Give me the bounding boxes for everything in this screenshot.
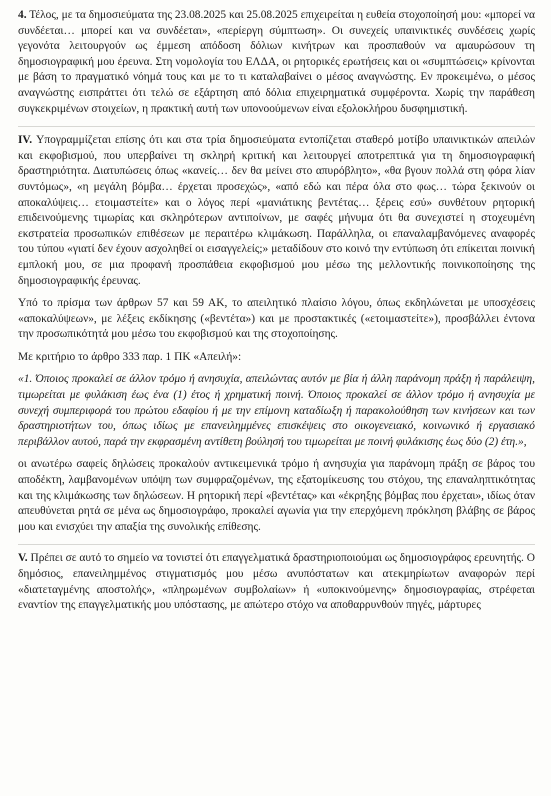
section-text: Υπογραμμίζεται επίσης ότι και στα τρία δημοσιεύματα εντοπίζεται σταθερό μοτίβο υπαινικτικών απειλών και εκφοβισμού, που υπερβαίνει τη σκληρή κριτική και λειτουργεί αποτρεπτικά για τη δημοσιογραφική δραστηριότητα. Διατυπώσεις όπως «κανείς… δεν θα μείνει στο απυρόβλητο», «θα βγουν πολλά στη φόρα λίαν συντόμως», «η μεγάλη βόμβα… έρχεται προσεχώς», «από εδώ και πέρα όλα στο φως… τώρα ξεκινούν οι αποκαλύψεις… ετοιμαστείτε» και ο λόγος περί «μανιάτικης βεντέτας… ξέρεις εσύ» συνθέτουν ρητορική επιδεινούμενης τιμωρίας και σκληρότερων αντιποίνων, με σαφές μήνυμα ότι θα συνεχιστεί η στοχευμένη εκστρατεία προσωπικών επιθέσεων με περαιτέρω κλιμάκωση. Παράλληλα, οι επαναλαμβανόμενες αναφορές του τύπου «γιατί δεν έχουν ασχοληθεί οι εισαγγελείς;» μεταδίδουν στο κοινό την εντύπωση ότι επίκειται ποινική εμπλοκή μου, σε μια προφανή προσπάθεια εκφοβισμού μου μέσω της μελλοντικής ποινικοποίησης της δημοσιογραφικής έρευνας. <box>18 134 535 287</box>
section-text: Πρέπει σε αυτό το σημείο να τονιστεί ότι επαγγελματικά δραστηριοποιούμαι ως δημοσιογράφος ερευνητής. Ο δημόσιος, επανειλημμένος στιγματισμός μου μέσω ανυπόστατων και ατεκμηρίωτων αναφορών περί «διατεταγμένης αποστολής», «πληρωμένων συμβολαίων» ή «υποκινούμενης» δημοσιογραφίας, στρέφεται εναντίον της επαγγελματικής μου υπόστασης, με απώτερο στόχο να αποθαρρυνθούν πηγές, μάρτυρες <box>18 552 535 612</box>
paragraph-criterion: Με κριτήριο το άρθρο 333 παρ. 1 ΠΚ «Απειλή»: <box>18 350 242 363</box>
section-IV <box>18 133 535 289</box>
section-V <box>18 551 535 613</box>
section-4 <box>18 8 535 117</box>
section-text: Τέλος, με τα δημοσιεύματα της 23.08.2025 και 25.08.2025 επιχειρείται η ευθεία στοχοποίησή μου: «μπορεί να συνδέεται… μπορεί και να συνδέεται», «περίεργη σύμπτωση». Οι συνεχείς υπαινικτικές συνδέσεις χωρίς γεγονότα λειτουργούν ως έμμεση απόδοση δόλιων κινήτρων και προσπαθούν να αμαυρώσουν τη δημοσιογραφική μου έρευνα. Στη νομολογία του ΕΛΔΑ, οι ρητορικές ερωτήσεις και οι «συμπτώσεις» κρίνονται με βάση το πραγματικό νόημά τους και με το τι καταλαβαίνει ο μέσος αναγνώστης. Εν προκειμένω, ο μέσος αναγνώστης εισπράττει ότι τελώ σε εξάρτηση από δόλια επιχειρηματικά συμφέροντα. Χωρίς την παράθεση συγκεκριμένων στοιχείων, η πρακτική αυτή των υπονοούμενων είναι εξολοκλήρου δυσφημιστική. <box>18 9 535 115</box>
paragraph-articles: Υπό το πρίσμα των άρθρων 57 και 59 ΑΚ, το απειλητικό πλαίσιο λόγου, όπως εκδηλώνεται με υποσχέσεις «αποκαλύψεων», με λέξεις εκδίκησης («βεντέτα») και με προστακτικές («ετοιμαστείτε»), προσβάλλει έντονα την προσωπικότητά μου μέσω του εκφοβισμού και της στοχοποίησης. <box>18 297 535 341</box>
divider <box>18 126 535 127</box>
paragraph-analysis: οι ανωτέρω σαφείς δηλώσεις προκαλούν αντικειμενικά τρόμο ή ανησυχία για παράνομη πράξη σε βάρος του αποδέκτη, λαμβανομένων υπόψη των συμφραζομένων, της εξατομίκευσης του στόχου, της επαναληπτικότητας και της κλιμάκωσης των δηλώσεων. Η ρητορική περί «βεντέτας» και «έκρηξης βόμβας που έρχεται», ιδίως όταν απευθύνεται ρητά σε μένα ως δημοσιογράφο, προκαλεί αγωνία για την επερχόμενη πρόκληση βλάβης σε βάρος μου και ενισχύει την απαξία της συνολικής επίθεσης. <box>18 458 535 533</box>
divider <box>18 544 535 545</box>
legal-quote: «1. Όποιος προκαλεί σε άλλον τρόμο ή ανησυχία, απειλώντας αυτόν με βία ή άλλη παράνομη πράξη ή παράλειψη, τιμωρείται με φυλάκιση έως ένα (1) έτος ή χρηματική ποινή. Όποιος προκαλεί σε άλλον τρόμο ή ανησυχία με συνεχή συμπεριφορά του πρώτου εδαφίου ή με την επίμονη καταδίωξη ή παρακολούθηση των κινήσεων και των δραστηριοτήτων του, όπως ιδίως με επανειλημμένες επισκέψεις στο οικογενειακό, κοινωνικό ή εργασιακό περιβάλλον αυτού, παρά την εκφρασμένη αντίθετη βούλησή του τιμωρείται με ποινή φυλάκισης έως δύο (2) έτη.», <box>18 373 535 448</box>
section-number: V. <box>18 552 28 565</box>
section-number: IV. <box>18 134 33 147</box>
section-number: 4. <box>18 9 27 21</box>
